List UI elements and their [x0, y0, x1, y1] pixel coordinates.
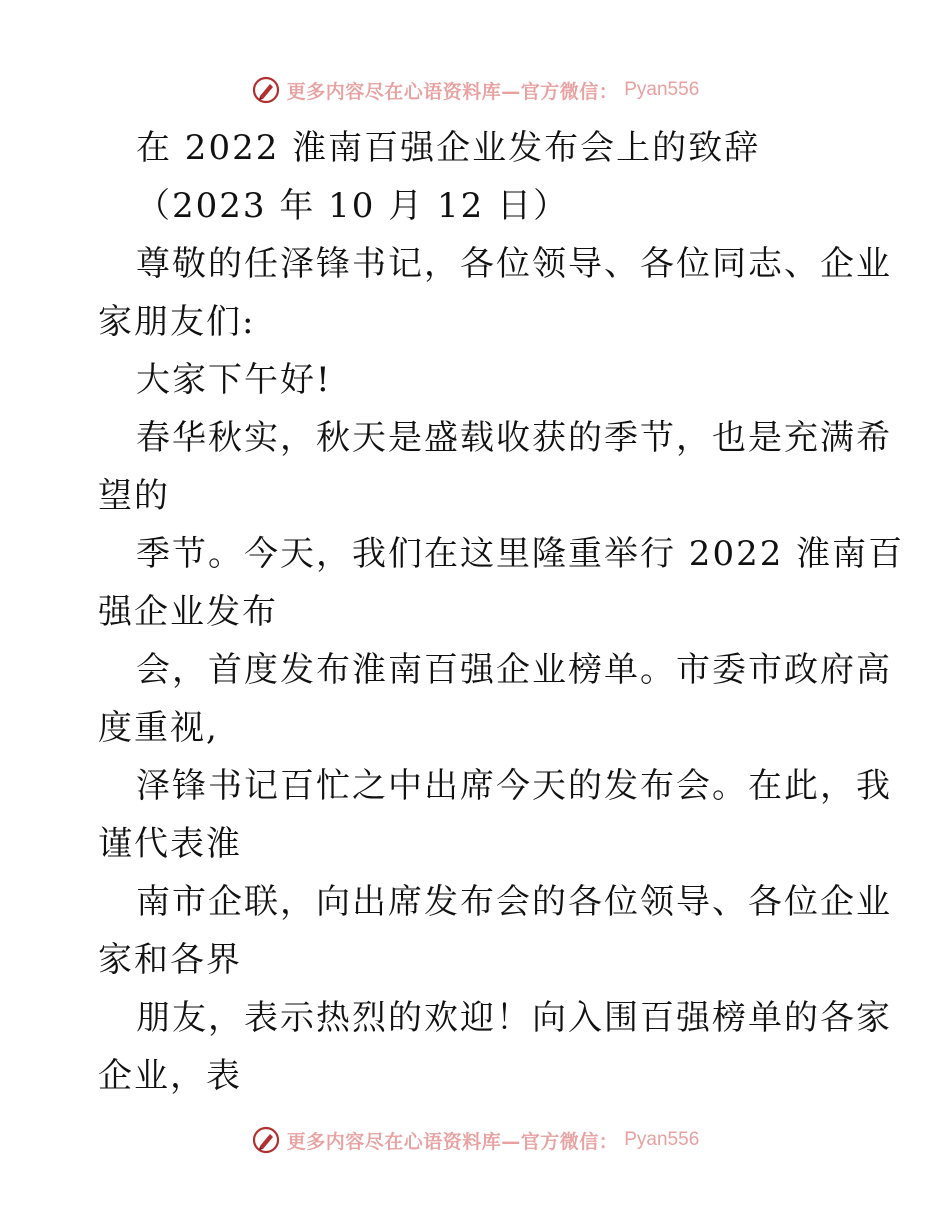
footer-watermark [0, 1120, 950, 1160]
text-line: 泽锋书记百忙之中出席今天的发布会。在此，我 [136, 766, 892, 806]
watermark-id: Pyan556 [624, 79, 700, 100]
text-line: 家和各界 [98, 940, 242, 980]
text-line: 企业，表 [98, 1056, 242, 1096]
text-line: 家朋友们: [98, 302, 256, 342]
text-line: 望的 [98, 476, 170, 516]
text-line: 会，首度发布淮南百强企业榜单。市委市政府高 [136, 650, 892, 690]
watermark-text: 更多内容尽在心语资料库—官方微信： [286, 80, 619, 103]
header-watermark [0, 70, 950, 110]
text-line: 春华秋实，秋天是盛载收获的季节，也是充满希 [136, 418, 892, 458]
text-line: 季节。今天，我们在这里隆重举行 2022 淮南百 [136, 534, 905, 574]
text-line: 尊敬的任泽锋书记，各位领导、各位同志、企业 [136, 244, 892, 284]
text-line: 度重视, [98, 708, 219, 748]
document-title: 在 2022 淮南百强企业发布会上的致辞 [136, 128, 761, 168]
text-line: 大家下午好! [136, 360, 332, 400]
pen-logo-icon [251, 75, 281, 105]
document-date: （2023 年 10 月 12 日） [136, 186, 570, 226]
watermark-text: 更多内容尽在心语资料库—官方微信： [286, 1130, 619, 1153]
watermark-id: Pyan556 [624, 1129, 700, 1150]
text-line: 南市企联，向出席发布会的各位领导、各位企业 [136, 882, 892, 922]
text-line: 谨代表淮 [98, 824, 242, 864]
text-line: 强企业发布 [98, 592, 278, 632]
text-line: 朋友，表示热烈的欢迎！向入围百强榜单的各家 [136, 998, 892, 1038]
pen-logo-icon [251, 1125, 281, 1155]
